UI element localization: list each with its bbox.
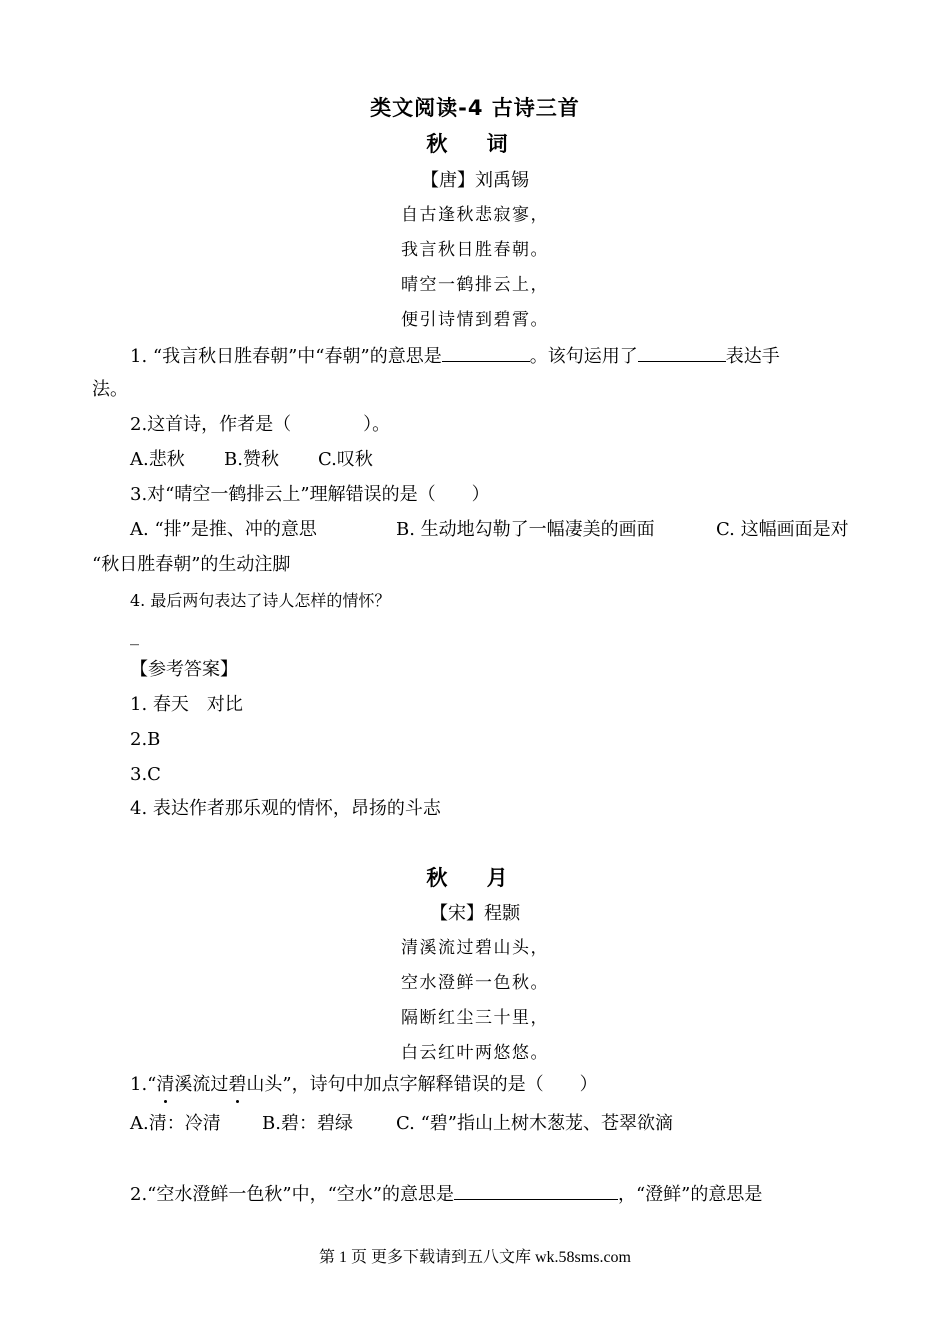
poem2-line-1: 清溪流过碧山头， — [401, 938, 549, 958]
answer-blank — [454, 1181, 618, 1200]
answer-4: 4. 表达作者那乐观的情怀，昂扬的斗志 — [130, 798, 441, 819]
poem2-line-4: 白云红叶两悠悠。 — [401, 1043, 549, 1063]
document-title: 类文阅读-4 古诗三首 — [370, 96, 580, 120]
poem2-q1-option-b: B.碧：碧绿 — [262, 1113, 353, 1134]
poem2-title: 秋 月 — [426, 866, 524, 890]
poem2-author: 【宋】程颢 — [430, 903, 520, 924]
answer-blank — [442, 343, 530, 362]
poem1-q2-option-a: A.悲秋 — [130, 449, 185, 470]
poem1-q2-option-b: B.赞秋 — [224, 449, 279, 470]
poem1-line-2: 我言秋日胜春朝。 — [401, 240, 549, 260]
answer-blank — [638, 343, 726, 362]
poem1-line-3: 晴空一鹤排云上， — [401, 275, 549, 295]
poem1-question-4: 4. 最后两句表达了诗人怎样的情怀？ — [130, 591, 391, 610]
poem1-q1-text-a: 1. “我言秋日胜春朝”中“春朝”的意思是 — [130, 346, 442, 367]
answer-header: 【参考答案】 — [130, 659, 238, 680]
poem1-line-4: 便引诗情到碧霄。 — [401, 310, 549, 330]
emphasis-dot-char: 清 — [156, 1074, 175, 1095]
poem2-line-2: 空水澄鲜一色秋。 — [401, 973, 549, 993]
poem1-q2-option-c: C.叹秋 — [318, 449, 373, 470]
answer-1: 1. 春天 对比 — [130, 694, 243, 715]
poem2-question-1 — [130, 1073, 598, 1097]
poem2-question-2 — [130, 1181, 762, 1207]
poem1-q3-option-b: B. 生动地勾勒了一幅凄美的画面 — [396, 519, 655, 540]
poem2-q1-option-c: C. “碧”指山上树木葱茏、苍翠欲滴 — [396, 1113, 673, 1134]
poem1-q1-text-c: 表达手 — [725, 346, 780, 367]
poem1-q1-text-b: 。该句运用了 — [529, 346, 638, 367]
poem1-question-2: 2.这首诗，作者是（ ）。 — [130, 414, 391, 435]
poem1-author: 【唐】刘禹锡 — [421, 170, 529, 191]
poem2-q2-text-a: 2.“空水澄鲜一色秋”中，“空水”的意思是 — [130, 1184, 454, 1205]
poem1-question-3: 3.对“晴空一鹤排云上”理解错误的是（ ） — [130, 484, 490, 505]
poem1-q4-blank: _ — [130, 625, 139, 646]
poem2-q1-suffix: 山头”，诗句中加点字解释错误的是（ ） — [246, 1074, 598, 1095]
poem1-q3-option-a: A. “排”是推、冲的意思 — [130, 519, 317, 540]
poem2-line-3: 隔断红尘三十里， — [401, 1008, 549, 1028]
poem1-q1-continuation: 法。 — [92, 379, 128, 400]
poem1-q3-continuation: “秋日胜春朝”的生动注脚 — [92, 554, 291, 575]
poem2-q1-prefix: 1.“ — [130, 1074, 157, 1095]
page-footer: 第 1 页 更多下载请到五八文库 wk.58sms.com — [318, 1249, 631, 1266]
poem1-q3-option-c: C. 这幅画面是对 — [716, 519, 849, 540]
answer-2: 2.B — [130, 729, 161, 750]
poem2-q1-middle: 溪流过 — [174, 1074, 229, 1095]
emphasis-dot-char: 碧 — [228, 1074, 247, 1095]
answer-3: 3.C — [130, 764, 161, 785]
poem2-q2-text-b: ，“澄鲜”的意思是 — [617, 1184, 763, 1205]
poem1-question-1 — [130, 343, 780, 369]
poem1-title: 秋 词 — [426, 132, 524, 156]
poem2-q1-option-a: A.清：冷清 — [130, 1113, 221, 1134]
poem1-line-1: 自古逢秋悲寂寥， — [401, 205, 549, 225]
